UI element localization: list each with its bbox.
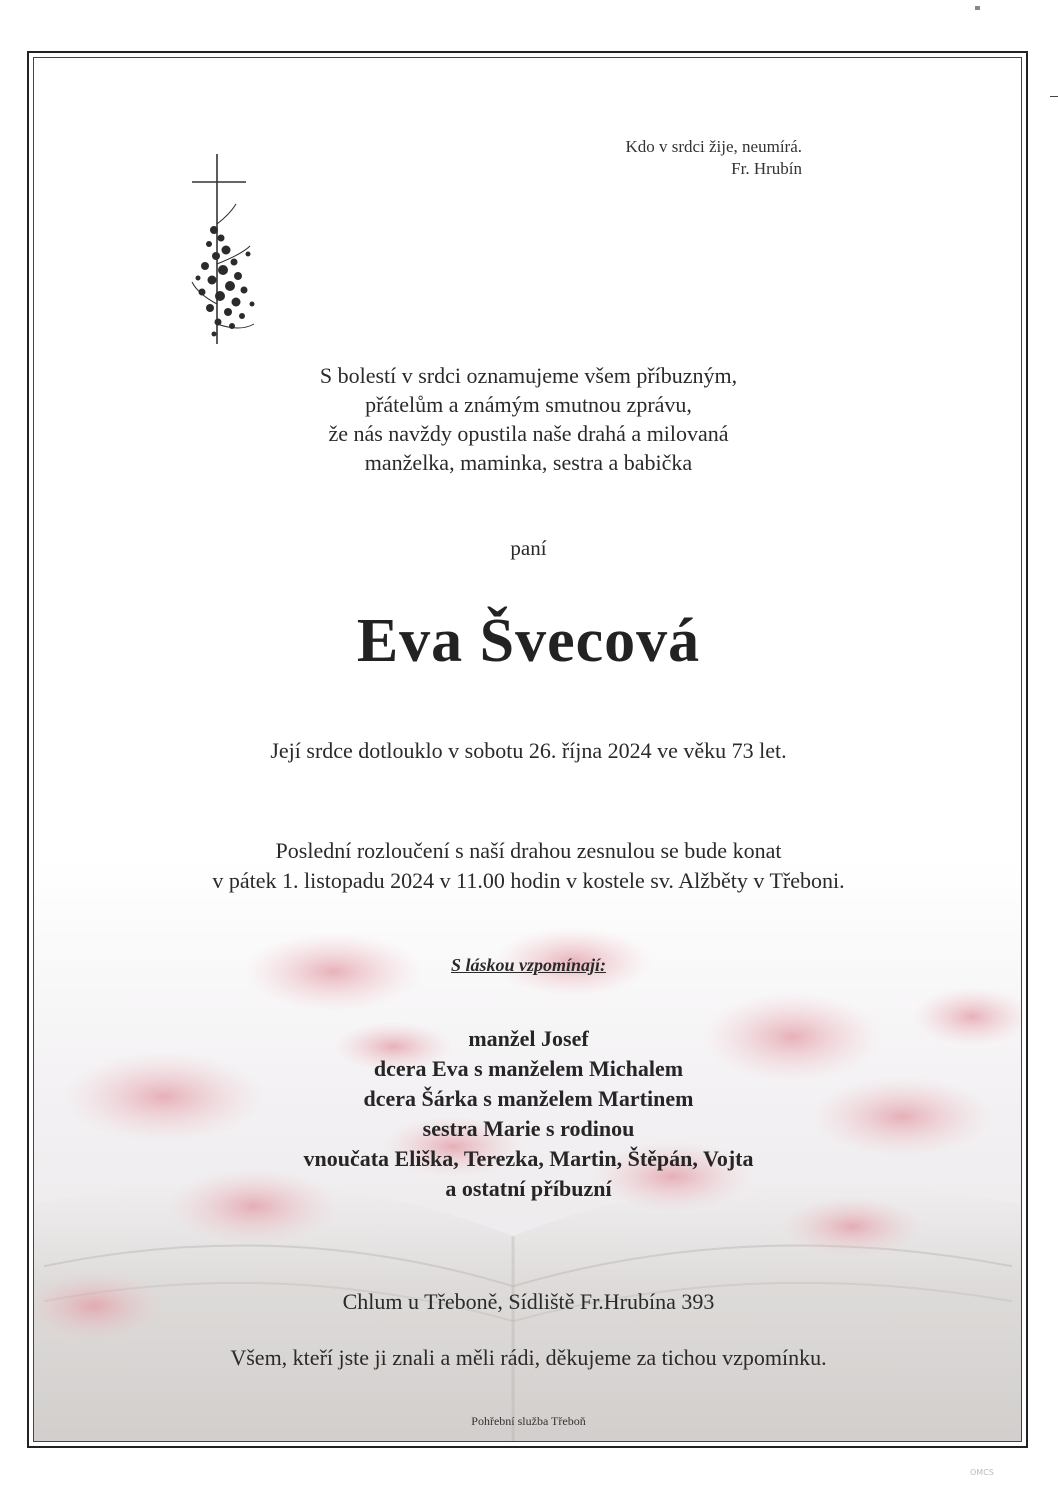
announcement-line: přátelům a známým smutnou zprávu,: [365, 392, 692, 417]
memory-heading: S láskou vzpomínají:: [450, 955, 607, 975]
funeral-line: Poslední rozloučení s naší drahou zesnulou se bude konat: [275, 838, 782, 863]
inner-border: [33, 57, 1022, 1442]
motto-author: Fr. Hrubín: [731, 159, 802, 178]
cross-with-flowers-icon: [190, 154, 280, 354]
announcement-line: že nás navždy opustila naše drahá a milovaná: [328, 421, 729, 446]
motto-quote: Kdo v srdci žije, neumírá.: [625, 137, 802, 156]
thanks-note: Všem, kteří jste ji znali a měli rádi, děkujeme za tichou vzpomínku.: [230, 1345, 827, 1370]
mourner-item: dcera Eva s manželem Michalem: [373, 1056, 684, 1081]
deceased-name: Eva Švecová: [356, 607, 701, 675]
scan-mark: [1050, 96, 1058, 97]
motto: [554, 136, 802, 180]
notice-content: [34, 58, 1021, 1441]
announcement-line: manželka, maminka, sestra a babička: [364, 450, 693, 475]
scan-mark: [975, 6, 980, 10]
announcement: [34, 361, 1022, 477]
mourners-list: [34, 1024, 1022, 1204]
scanner-imprint: OMCS: [970, 1468, 994, 1477]
death-notice: Její srdce dotlouklo v sobotu 26. října 2024 ve věku 73 let.: [270, 738, 787, 763]
announcement-line: S bolestí v srdci oznamujeme všem příbuzným,: [319, 363, 738, 388]
mourner-item: sestra Marie s rodinou: [422, 1116, 635, 1141]
funeral-line: v pátek 1. listopadu 2024 v 11.00 hodin v kostele sv. Alžběty v Třeboni.: [212, 868, 845, 893]
mourner-item: vnoučata Eliška, Terezka, Martin, Štěpán, Vojta: [303, 1146, 754, 1171]
address: Chlum u Třeboně, Sídliště Fr.Hrubína 393: [342, 1289, 715, 1314]
mourner-item: dcera Šárka s manželem Martinem: [363, 1086, 694, 1111]
funeral-service-name: Pohřební služba Třeboň: [471, 1414, 586, 1428]
funeral-info: [34, 836, 1022, 896]
honorific: paní: [510, 536, 547, 560]
mourner-item: manžel Josef: [468, 1026, 589, 1051]
mourner-item: a ostatní příbuzní: [445, 1176, 612, 1201]
